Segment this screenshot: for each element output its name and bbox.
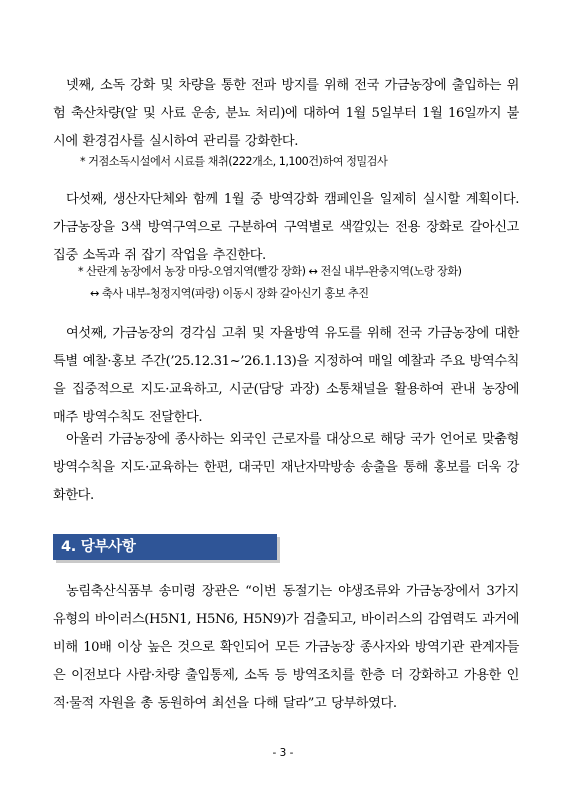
paragraph-also [53,426,519,510]
note-sample-collection: * 거점소독시설에서 시료를 채취(222개소, 1,100건)하여 정밀검사 [80,155,388,168]
paragraph-fifth [53,186,519,270]
note-boot-zones-line2: ↔ 축사 내부-청정지역(파랑) 이동시 장화 갈아신기 홍보 추진 [90,287,369,300]
paragraph-fourth [53,72,519,156]
note-boot-zones-line1: * 산란계 농장에서 농장 마당-오염지역(빨강 장화) ↔ 전실 내부-완충지역(노랑 장화) [78,265,462,278]
paragraph-fourth-text: 넷째, 소독 강화 및 차량을 통한 전파 방지를 위해 전국 가금농장에 출입하는 위험 축산차량(알 및 사료 운송, 분뇨 처리)에 대하여 1월 5일부터 1월 16일까지 불시에 환경검사를 실시하여 관리를 강화한다. [53,78,519,149]
section-header-requests: 4. 당부사항 [53,534,277,560]
paragraph-sixth-text: 여섯째, 가금농장의 경각심 고취 및 자율방역 유도를 위해 전국 가금농장에 대한 특별 예찰·홍보 주간(’25.12.31~’26.1.13)을 지정하여 매일 예찰과 주요 방역수칙을 집중적으로 지도·교육하고, 시군(담당 과장) 소통채널을 활용하여 관내 농장에 매주 방역수칙도 전달한다. [53,326,519,425]
paragraph-also-text: 아울러 가금농장에 종사하는 외국인 근로자를 대상으로 해당 국가 언어로 맞춤형 방역수칙을 지도·교육하는 한편, 대국민 재난자막방송 송출을 통해 홍보를 더욱 강화한다. [53,432,519,503]
paragraph-fifth-text: 다섯째, 생산자단체와 함께 1월 중 방역강화 캠페인을 일제히 실시할 계획이다. 가금농장을 3색 방역구역으로 구분하여 구역별로 색깔있는 전용 장화로 갈아신고 집중 소독과 쥐 잡기 작업을 추진한다. [53,192,519,263]
paragraph-minister-remarks-text: 농림축산식품부 송미령 장관은 “이번 동절기는 야생조류와 가금농장에서 3가지 유형의 바이러스(H5N1, H5N6, H5N9)가 검출되고, 바이러스의 감염력도 과거에 비해 10배 이상 높은 것으로 확인되어 모든 가금농장 종사자와 방역기관 관계자들은 이전보다 사람·차량 출입통제, 소독 등 방역조치를 한층 더 강화하고 가용한 인적·물적 자원을 총 동원하여 최선을 다해 달라”고 당부하였다. [53,584,519,711]
paragraph-sixth [53,320,519,432]
page-number: - 3 - [272,747,294,759]
paragraph-minister-remarks [53,578,519,718]
